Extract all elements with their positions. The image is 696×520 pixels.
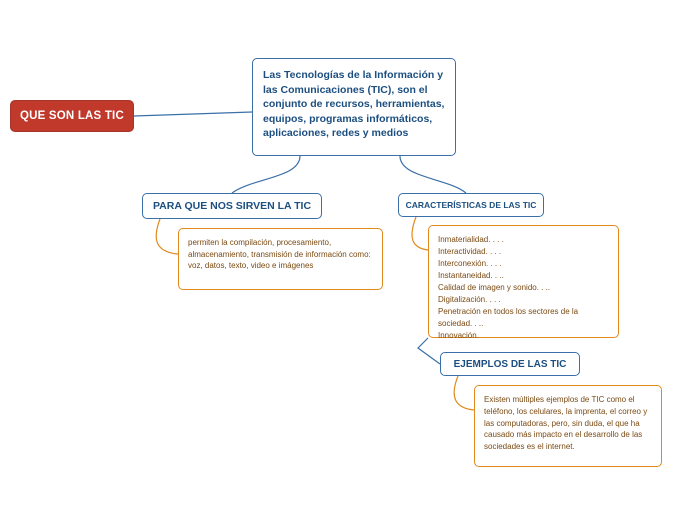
node-root[interactable] — [10, 100, 134, 132]
connector-definition-sirven — [232, 156, 300, 193]
connector-root-definition — [134, 112, 252, 116]
node-root-label: QUE SON LAS TIC — [20, 110, 124, 122]
node-topic-caracteristicas-label: CARACTERÍSTICAS DE LAS TIC — [405, 200, 537, 210]
node-detail-para-que-nos-sirven-text: permiten la compilación, procesamiento, almacenamiento, transmisión de información como: voz, datos, texto, video e imágenes — [188, 238, 371, 270]
caracteristica-item: Interactividad. . . . — [438, 247, 502, 256]
connector-caracteristicas-ejemplos — [418, 338, 440, 364]
node-detail-ejemplos-text: Existen múltiples ejemplos de TIC como el teléfono, los celulares, la imprenta, el correo y las computadoras, pero, sin duda, el que ha causado más impacto en el desarrollo de las sociedades es el internet. — [484, 395, 648, 452]
caracteristica-item: Inmaterialidad. . . . — [438, 235, 504, 244]
node-topic-ejemplos[interactable] — [440, 352, 580, 376]
connector-definition-caracteristicas — [400, 156, 466, 193]
caracteristica-item: Innovación. — [438, 331, 479, 340]
connector-ejemplos-detail — [454, 376, 474, 410]
node-definition[interactable] — [252, 58, 456, 156]
node-detail-ejemplos[interactable] — [474, 385, 662, 467]
node-detail-caracteristicas[interactable] — [428, 225, 619, 338]
connector-caracteristicas-detail — [412, 217, 428, 250]
node-topic-ejemplos-label: EJEMPLOS DE LAS TIC — [453, 358, 567, 370]
caracteristica-item: Instantaneidad. . .. — [438, 271, 504, 280]
node-detail-para-que-nos-sirven[interactable] — [178, 228, 383, 290]
node-topic-para-que-nos-sirven-label: PARA QUE NOS SIRVEN LA TIC — [152, 200, 312, 212]
node-topic-para-que-nos-sirven[interactable] — [142, 193, 322, 219]
connector-sirven-detail — [156, 219, 178, 254]
node-definition-text: Las Tecnologías de la Información y las Comunicaciones (TIC), son el conjunto de recursos, herramientas, equipos, programas informáticos, aplicaciones, redes y medios — [263, 69, 445, 139]
caracteristica-item: Digitalización. . . . — [438, 295, 501, 304]
caracteristica-item: Calidad de imagen y sonido. . .. — [438, 283, 551, 292]
caracteristica-item: Penetración en todos los sectores de la sociedad. . .. — [438, 307, 579, 328]
node-topic-caracteristicas[interactable] — [398, 193, 544, 217]
caracteristica-item: Interconexión. . . . — [438, 259, 502, 268]
